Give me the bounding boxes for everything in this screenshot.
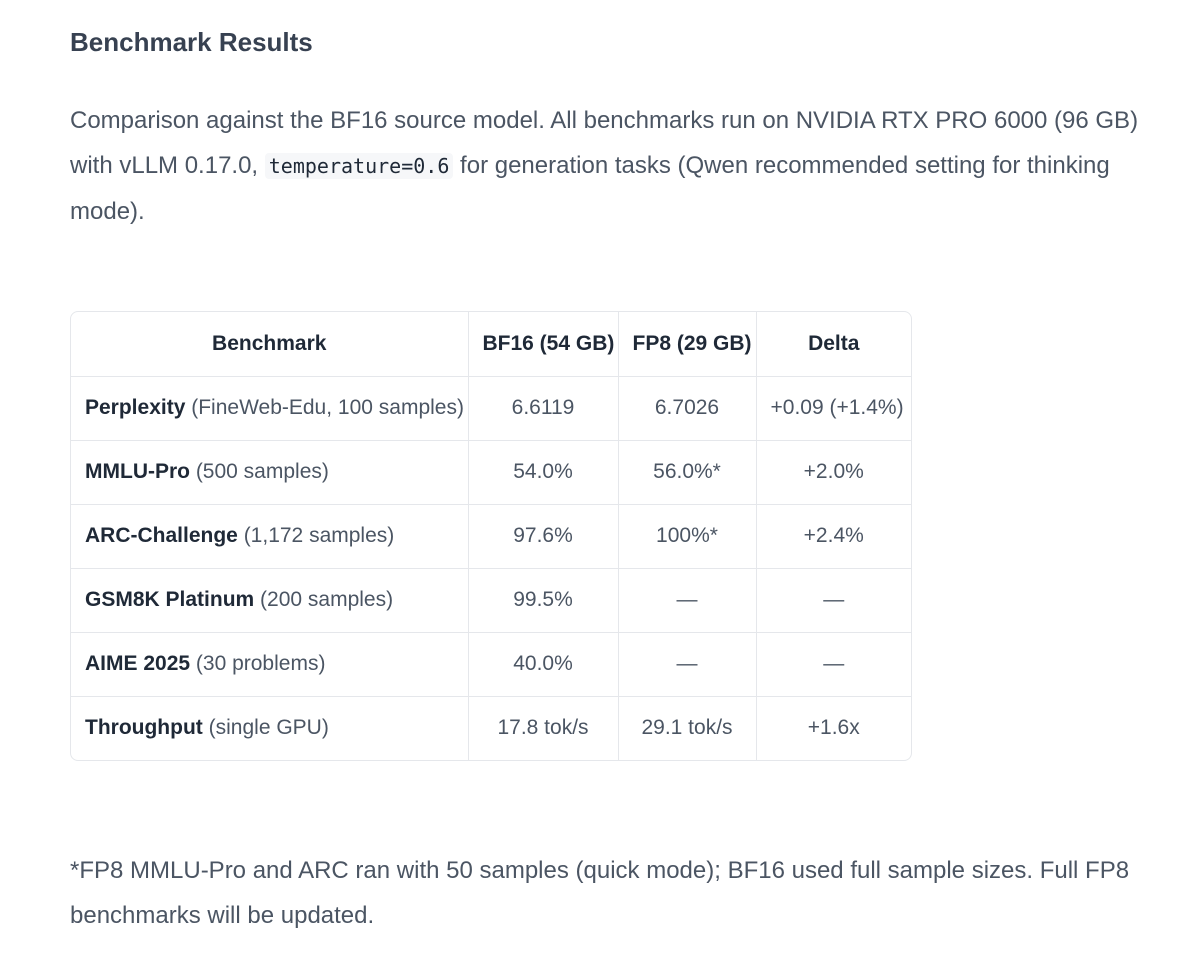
temperature-code: temperature=0.6: [265, 153, 454, 179]
bf16-value: 6.6119: [468, 376, 618, 440]
intro-text-end: for generation tasks (Qwen recommended setting for thinking mode).: [70, 152, 1110, 225]
benchmark-note: (single GPU): [202, 716, 329, 740]
table-row: [71, 376, 911, 440]
benchmark-name: GSM8K Platinum: [85, 588, 255, 611]
delta-value: —: [756, 568, 911, 632]
table-row: [71, 504, 911, 568]
benchmark-name-cell: [71, 376, 468, 440]
benchmark-note: (FineWeb-Edu, 100 samples): [185, 396, 464, 419]
benchmark-note: (500 samples): [189, 460, 329, 483]
benchmark-table-container: [70, 311, 912, 761]
benchmark-name: AIME 2025: [85, 652, 191, 675]
fp8-value: —: [618, 568, 756, 632]
benchmark-name-cell: [71, 440, 468, 504]
header-benchmark: Benchmark: [71, 312, 468, 376]
bf16-value: 17.8 tok/s: [468, 696, 618, 760]
benchmark-table: [71, 312, 911, 760]
benchmark-name: ARC-Challenge: [85, 524, 238, 547]
benchmark-name-cell: [71, 632, 468, 696]
benchmark-name: MMLU-Pro: [85, 460, 190, 483]
header-bf16: BF16 (54 GB): [468, 312, 618, 376]
bf16-value: 40.0%: [468, 632, 618, 696]
table-row: [71, 440, 911, 504]
bf16-value: 54.0%: [468, 440, 618, 504]
fp8-value: 100%*: [618, 504, 756, 568]
footnote: *FP8 MMLU-Pro and ARC ran with 50 samples (quick mode); BF16 used full sample sizes. Full FP8 benchmarks will be updated.: [70, 857, 1130, 929]
header-fp8: FP8 (29 GB): [618, 312, 756, 376]
table-header-row: [71, 312, 911, 376]
benchmark-note: (200 samples): [254, 588, 394, 611]
delta-value: +0.09 (+1.4%): [756, 376, 911, 440]
header-delta: Delta: [756, 312, 911, 376]
intro-paragraph: [70, 98, 1160, 234]
bf16-value: 99.5%: [468, 568, 618, 632]
fp8-value: 56.0%*: [618, 440, 756, 504]
fp8-value: 6.7026: [618, 376, 756, 440]
benchmark-note: (1,172 samples): [237, 524, 395, 547]
intro-text-start: Comparison against the BF16 source model. All benchmarks run on NVIDIA RTX PRO 6000 (96 GB) with vLLM 0.17.0,: [70, 107, 1139, 179]
benchmark-name-cell: [71, 504, 468, 568]
benchmark-name: Throughput: [85, 716, 203, 740]
delta-value: +2.4%: [756, 504, 911, 568]
benchmark-name-cell: [71, 568, 468, 632]
fp8-value: 29.1 tok/s: [618, 696, 756, 760]
table-row: [71, 568, 911, 632]
bf16-value: 97.6%: [468, 504, 618, 568]
section-title: Benchmark Results: [70, 27, 313, 57]
fp8-value: —: [618, 632, 756, 696]
benchmark-name-cell: [71, 696, 468, 760]
table-row: [71, 632, 911, 696]
delta-value: +2.0%: [756, 440, 911, 504]
benchmark-name: Perplexity: [85, 396, 186, 419]
delta-value: —: [756, 632, 911, 696]
benchmark-note: (30 problems): [190, 652, 326, 675]
table-row: [71, 696, 911, 760]
delta-value: +1.6x: [807, 716, 860, 740]
